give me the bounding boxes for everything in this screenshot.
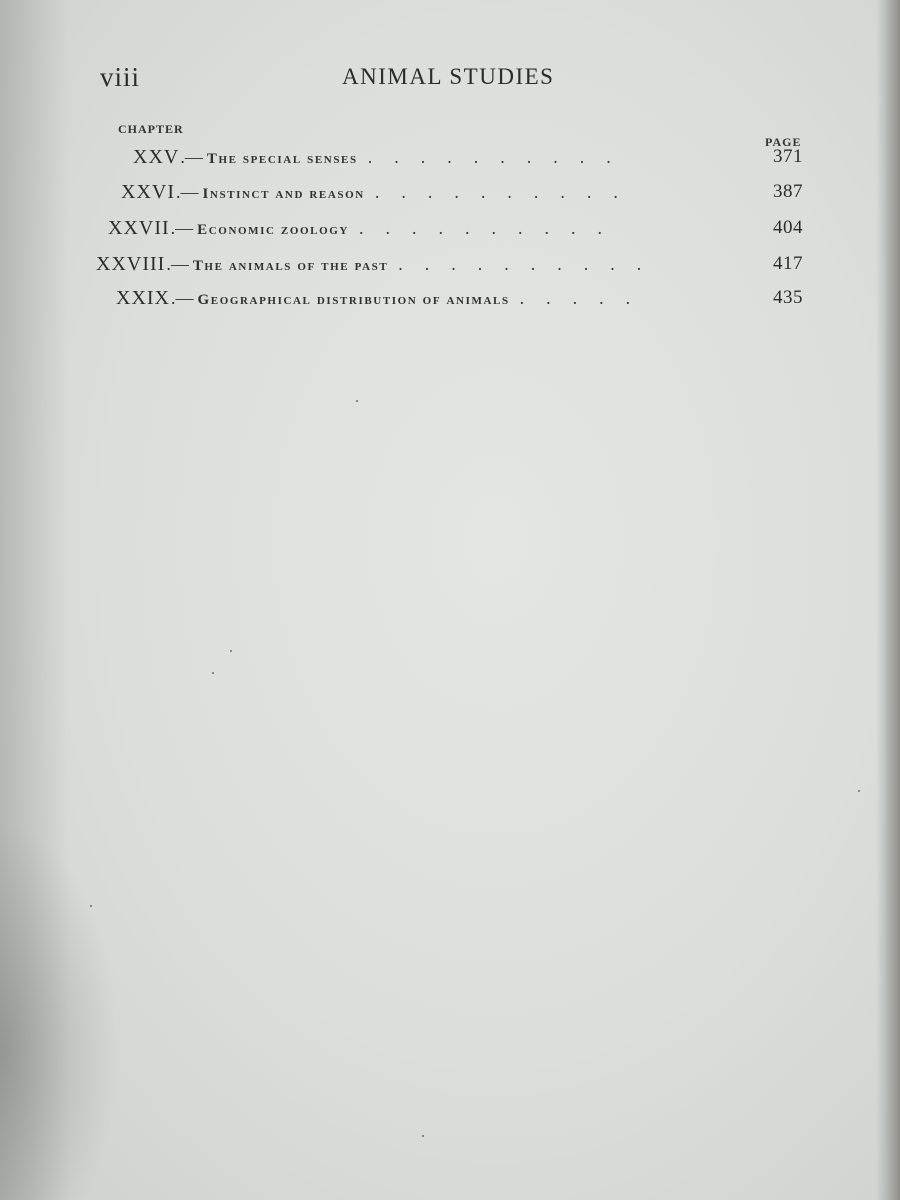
corner-shadow <box>0 820 120 1200</box>
chapter-page: 387 <box>773 181 803 202</box>
dot-leader: .......... <box>358 218 624 238</box>
chapter-numeral: XXVIII <box>96 253 166 275</box>
chapter-title: Instinct and reason <box>202 186 365 202</box>
page-header <box>100 62 800 96</box>
toc-entry: XXVIII .— The animals of the past .......... 417 <box>96 253 803 275</box>
page-number: viii <box>100 62 141 92</box>
dot-leader: .......... <box>374 182 640 202</box>
dot-leader: ..... <box>519 288 653 308</box>
paper-speck <box>356 400 358 402</box>
paper-speck <box>90 905 92 907</box>
chapter-page: 417 <box>773 253 803 274</box>
chapter-column-label: CHAPTER <box>118 122 184 136</box>
dot-leader: .......... <box>367 147 633 167</box>
page-column-label: PAGE <box>765 135 802 149</box>
chapter-page: 435 <box>773 287 803 308</box>
chapter-numeral: XXVI <box>121 181 175 203</box>
paper-speck <box>230 650 232 652</box>
paper-speck <box>212 672 214 674</box>
page-edge-shade <box>876 0 886 1200</box>
toc-entry: XXVI .— Instinct and reason .......... 387 <box>121 181 803 203</box>
chapter-page: 371 <box>773 146 803 167</box>
paper-speck <box>858 790 860 792</box>
dot-leader: .......... <box>398 254 664 274</box>
running-head: ANIMAL STUDIES <box>342 64 555 89</box>
paper-speck <box>422 1135 424 1137</box>
chapter-numeral: XXVII <box>108 217 170 239</box>
chapter-numeral: XXV <box>133 146 180 168</box>
chapter-title: Geographical distribution of animals <box>197 292 510 308</box>
chapter-title: Economic zoology <box>197 222 349 238</box>
chapter-numeral: XXIX <box>116 287 170 309</box>
chapter-page: 404 <box>773 217 803 238</box>
chapter-title: The special senses <box>206 151 358 167</box>
chapter-title: The animals of the past <box>192 258 389 274</box>
toc-entry: XXVII .— Economic zoology .......... 404 <box>108 217 803 239</box>
toc-entry: XXIX .— Geographical distribution of animals ..... 435 <box>116 287 803 309</box>
toc-entry: XXV .— The special senses .......... 371 <box>133 146 803 168</box>
book-cover-edge <box>886 0 900 1200</box>
